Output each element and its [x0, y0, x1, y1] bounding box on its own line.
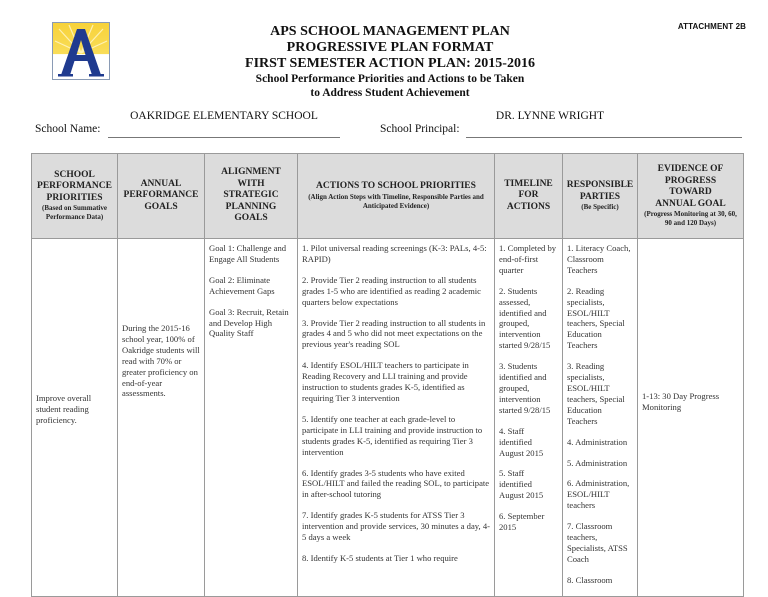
action-item: 2. Provide Tier 2 reading instruction to all students grades 1-5 who are identified as reading 2 academic quarters below expectations	[302, 274, 481, 307]
alignment-goal-2: Goal 2: Eliminate Achievement Gaps	[209, 274, 275, 296]
attachment-label: ATTACHMENT 2B	[677, 22, 746, 31]
action-item: 7. Identify grades K-5 students for ATSS Tier 3 intervention and provide services, 30 minutes a day, 4-5 days a week	[302, 510, 490, 543]
cell-annual-goal	[118, 239, 205, 597]
subtitle-line: to Address Student Achievement	[310, 87, 470, 99]
col-header-annual-goals: ANNUAL PERFORMANCE GOALS	[118, 154, 205, 239]
school-name-value: OAKRIDGE ELEMENTARY SCHOOL	[130, 110, 318, 122]
cell-evidence	[638, 239, 744, 597]
table-row	[32, 239, 744, 597]
action-item: 8. Identify K-5 students at Tier 1 who require	[302, 552, 458, 563]
responsible-item: 1. Literacy Coach, Classroom Teachers	[567, 243, 631, 275]
principal-label: School Principal:	[380, 123, 460, 135]
cell-responsible	[563, 239, 638, 597]
cell-actions	[298, 239, 495, 597]
action-item: 6. Identify grades 3-5 students who have exited ESOL/HILT and failed the reading SOL, to participate in after-school tutoring	[302, 467, 490, 500]
alignment-goal-1: Goal 1: Challenge and Engage All Students	[209, 243, 287, 264]
action-plan-table	[31, 153, 744, 597]
school-name-label: School Name:	[35, 123, 101, 135]
document-title-block	[200, 24, 580, 100]
principal-value: DR. LYNNE WRIGHT	[495, 110, 605, 122]
cell-timeline	[495, 239, 563, 597]
cell-alignment	[205, 239, 298, 597]
col-header-actions: ACTIONS TO SCHOOL PRIORITIES (Align Action Steps with Timeline, Responsible Parties and Anticipated Evidence)	[298, 154, 495, 239]
col-header-alignment: ALIGNMENT WITH STRATEGIC PLANNING GOALS	[205, 154, 298, 239]
school-name-underline	[108, 137, 340, 138]
responsible-item: 5. Administration	[567, 457, 628, 468]
action-item: 1. Pilot universal reading screenings (K-3: PALs, 4-5: RAPID)	[302, 243, 487, 264]
responsible-item: 7. Classroom teachers, Specialists, ATSS Coach	[567, 521, 628, 564]
table-header-row	[32, 154, 744, 239]
principal-underline	[466, 137, 742, 138]
title-line: PROGRESSIVE PLAN FORMAT	[286, 40, 494, 55]
responsible-item: 3. Reading specialists, ESOL/HILT teachers, Special Education Teachers	[567, 361, 625, 426]
col-header-responsible: RESPONSIBLE PARTIES (Be Specific)	[563, 154, 638, 239]
col-header-evidence: EVIDENCE OF PROGRESS TOWARD ANNUAL GOAL (Progress Monitoring at 30, 60, 90 and 120 Days)	[638, 154, 744, 239]
title-line: APS SCHOOL MANAGEMENT PLAN	[270, 24, 510, 39]
responsible-item: 2. Reading specialists, ESOL/HILT teachers, Special Education Teachers	[567, 285, 625, 351]
timeline-item: 3. Students identified and grouped, intervention started 9/28/15	[499, 361, 551, 415]
responsible-item: 6. Administration, ESOL/HILT teachers	[567, 478, 630, 511]
priority-text: Improve overall student reading proficiency.	[36, 393, 92, 425]
title-line: FIRST SEMESTER ACTION PLAN: 2015-2016	[245, 56, 535, 71]
timeline-item: 2. Students assessed, identified and grouped, intervention started 9/28/15	[499, 285, 551, 351]
responsible-item: 8. Classroom	[567, 574, 613, 585]
timeline-item: 1. Completed by end-of-first quarter	[499, 243, 557, 275]
cell-priority	[32, 239, 118, 597]
col-header-timeline: TIMELINE FOR ACTIONS	[495, 154, 563, 239]
timeline-item: 5. Staff identified August 2015	[499, 468, 544, 501]
annual-goal-text: During the 2015-16 school year, 100% of Oakridge students will read with 70% or greater proficiency on end-of-year assessments.	[122, 323, 200, 399]
evidence-text: 1-13: 30 Day Progress Monitoring	[642, 391, 720, 412]
timeline-item: 6. September 2015	[499, 511, 545, 533]
subtitle-line: School Performance Priorities and Actions to be Taken	[255, 73, 525, 85]
responsible-item: 4. Administration	[567, 436, 628, 447]
timeline-item: 4. Staff identified August 2015	[499, 425, 544, 458]
action-item: 5. Identify one teacher at each grade-level to participate in LLI training and provide instruction to students grades K-5, identified as requiring Tier 3 intervention	[302, 413, 483, 457]
aps-logo-icon	[52, 22, 110, 80]
action-item: 3. Provide Tier 2 reading instruction to all students in grades 4 and 5 who did not meet expectations on the previous year's reading SOL	[302, 317, 486, 350]
col-header-priorities: SCHOOL PERFORMANCE PRIORITIES (Based on Summative Performance Data)	[32, 154, 118, 239]
alignment-goal-3: Goal 3: Recruit, Retain and Develop High Quality Staff	[209, 306, 289, 339]
action-item: 4. Identify ESOL/HILT teachers to participate in Reading Recovery and LLI training and provide instruction to students grades K-5, identified as requiring Tier 3 intervention	[302, 360, 469, 403]
